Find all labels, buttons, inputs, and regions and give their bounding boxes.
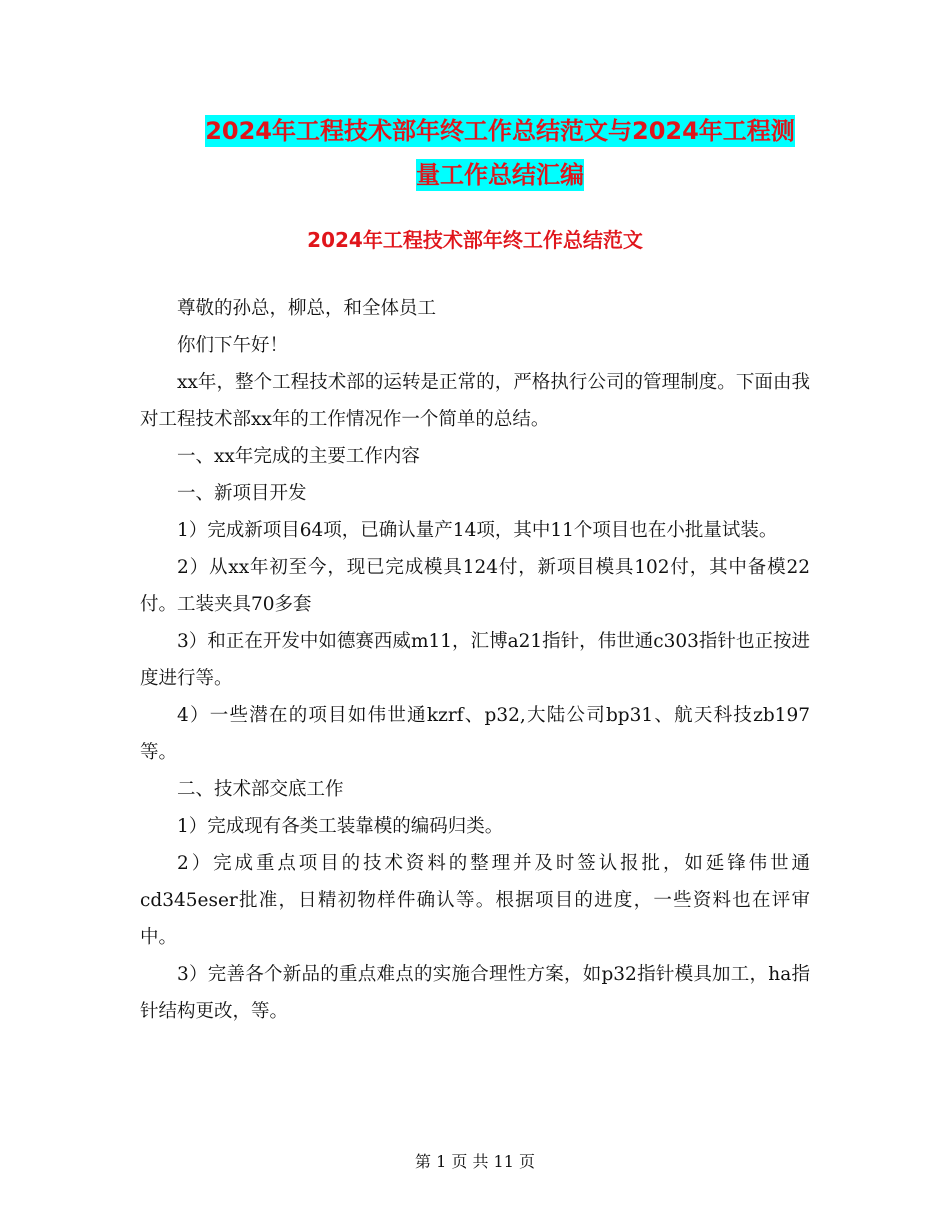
paragraph-item: 2）从xx年初至今，现已完成模具124付，新项目模具102付，其中备模22付。工装夹具70多套: [140, 557, 810, 615]
title-highlight-1: 2024年工程技术部年终工作总结范文与2024年工程测: [205, 117, 795, 145]
page-footer: 第 1 页 共 11 页: [415, 1152, 535, 1171]
paragraph-intro: xx年，整个工程技术部的运转是正常的，严格执行公司的管理制度。下面由我对工程技术部xx年的工作情况作一个简单的总结。: [140, 372, 810, 430]
document-title-line-1: [140, 108, 860, 154]
paragraph-item: 1）完成新项目64项，已确认量产14项，其中11个项目也在小批量试装。: [177, 520, 778, 541]
title-highlight-2: 量工作总结汇编: [416, 161, 584, 189]
paragraph-item: 4）一些潜在的项目如伟世通kzrf、p32,大陆公司bp31、航天科技zb197等。: [140, 705, 810, 763]
paragraph-heading-new-projects: 一、新项目开发: [177, 483, 307, 504]
paragraph-item: 3）和正在开发中如德赛西威m11，汇博a21指针，伟世通c303指针也正按进度进行等。: [140, 631, 810, 689]
document-body: [140, 290, 810, 1030]
paragraph-greeting: 尊敬的孙总，柳总，和全体员工: [177, 298, 437, 319]
paragraph-heading-handover: 二、技术部交底工作: [177, 779, 344, 800]
paragraph-salutation: 你们下午好！: [177, 335, 289, 356]
document-title-line-2: [140, 152, 860, 198]
paragraph-item: 1）完成现有各类工装靠模的编码归类。: [177, 816, 504, 837]
paragraph-heading-main-work: 一、xx年完成的主要工作内容: [177, 446, 420, 467]
paragraph-item: 3）完善各个新品的重点难点的实施合理性方案，如p32指针模具加工，ha指针结构更改，等。: [140, 964, 810, 1022]
paragraph-item: 2）完成重点项目的技术资料的整理并及时签认报批，如延锋伟世通cd345eser批准，日精初物样件确认等。根据项目的进度，一些资料也在评审中。: [140, 853, 810, 948]
section-title: 2024年工程技术部年终工作总结范文: [307, 228, 643, 252]
